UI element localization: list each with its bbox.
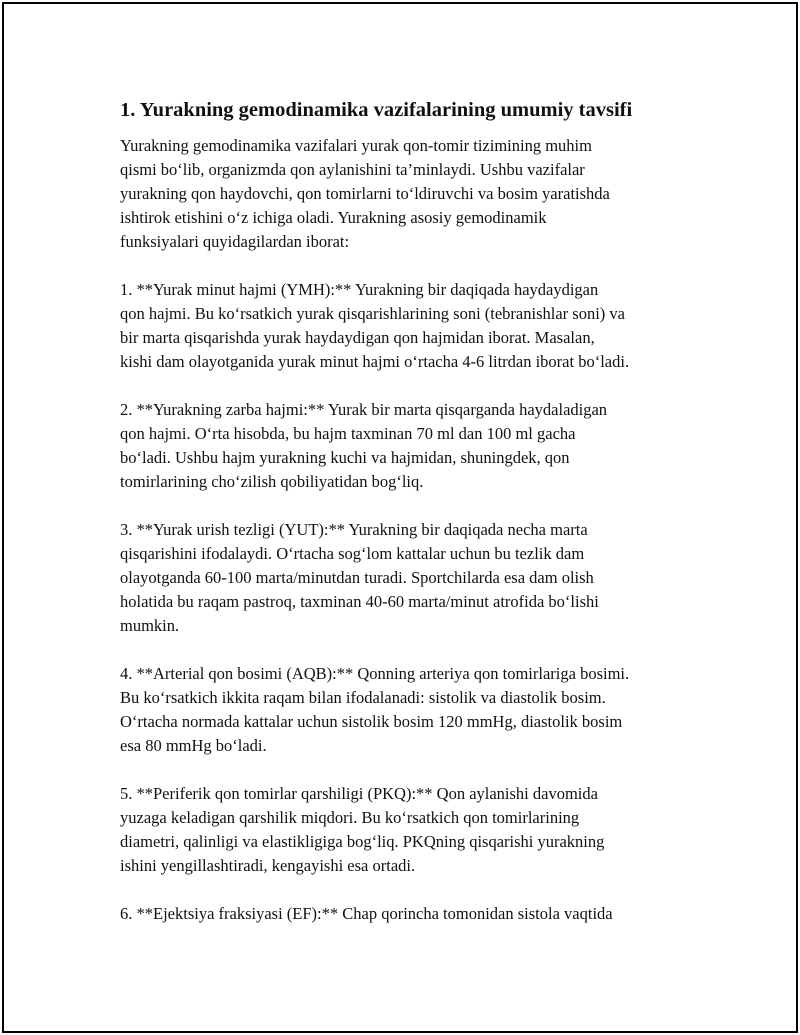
list-item-paragraph — [120, 398, 710, 494]
intro-paragraph — [120, 134, 710, 254]
text-line: 6. **Ejektsiya fraksiyasi (EF):** Chap qorincha tomonidan sistola vaqtida — [120, 904, 613, 923]
text-line: qon hajmi. O‘rta hisobda, bu hajm taxminan 70 ml dan 100 ml gacha — [120, 424, 576, 443]
text-line: 5. **Periferik qon tomirlar qarshiligi (PKQ):** Qon aylanishi davomida — [120, 784, 598, 803]
text-line: bo‘ladi. Ushbu hajm yurakning kuchi va hajmidan, shuningdek, qon — [120, 448, 570, 467]
text-line: 2. **Yurakning zarba hajmi:** Yurak bir marta qisqarganda haydaladigan — [120, 400, 608, 419]
list-item-paragraph — [120, 902, 710, 926]
document-body — [120, 96, 710, 926]
text-line: O‘rtacha normada kattalar uchun sistolik bosim 120 mmHg, diastolik bosim — [120, 712, 623, 731]
page-frame — [2, 2, 798, 1033]
list-item-paragraph — [120, 518, 710, 638]
text-line: 1. **Yurak minut hajmi (YMH):** Yurakning bir daqiqada haydaydigan — [120, 280, 599, 299]
text-line: qisqarishini ifodalaydi. O‘rtacha sog‘lom kattalar uchun bu tezlik dam — [120, 544, 585, 563]
text-line: holatida bu raqam pastroq, taxminan 40-60 marta/minut atrofida bo‘lishi — [120, 592, 599, 611]
text-line: qismi bo‘lib, organizmda qon aylanishini ta’minlaydi. Ushbu vazifalar — [120, 160, 585, 179]
text-line: diametri, qalinligi va elastikligiga bog‘liq. PKQning qisqarishi yurakning — [120, 832, 605, 851]
text-line: qon hajmi. Bu ko‘rsatkich yurak qisqarishlarining soni (tebranishlar soni) va — [120, 304, 625, 323]
text-line: bir marta qisqarishda yurak haydaydigan qon hajmidan iborat. Masalan, — [120, 328, 595, 347]
text-line: Bu ko‘rsatkich ikkita raqam bilan ifodalanadi: sistolik va diastolik bosim. — [120, 688, 606, 707]
text-line: yurakning qon haydovchi, qon tomirlarni to‘ldiruvchi va bosim yaratishda — [120, 184, 610, 203]
text-line: Yurakning gemodinamika vazifalari yurak qon-tomir tizimining muhim — [120, 136, 592, 155]
text-line: 3. **Yurak urish tezligi (YUT):** Yurakning bir daqiqada necha marta — [120, 520, 588, 539]
text-line: funksiyalari quyidagilardan iborat: — [120, 232, 350, 251]
list-item-paragraph — [120, 662, 710, 758]
text-line: ishini yengillashtiradi, kengayishi esa ortadi. — [120, 856, 416, 875]
list-item-paragraph — [120, 782, 710, 878]
text-line: ishtirok etishini o‘z ichiga oladi. Yurakning asosiy gemodinamik — [120, 208, 547, 227]
text-line: 4. **Arterial qon bosimi (AQB):** Qonning arteriya qon tomirlariga bosimi. — [120, 664, 630, 683]
text-line: mumkin. — [120, 616, 180, 635]
text-line: tomirlarining cho‘zilish qobiliyatidan bog‘liq. — [120, 472, 424, 491]
text-line: esa 80 mmHg bo‘ladi. — [120, 736, 267, 755]
document-title: 1. Yurakning gemodinamika vazifalarining umumiy tavsifi — [120, 99, 633, 121]
list-item-paragraph — [120, 278, 710, 374]
text-line: kishi dam olayotganida yurak minut hajmi o‘rtacha 4-6 litrdan iborat bo‘ladi. — [120, 352, 630, 371]
text-line: yuzaga keladigan qarshilik miqdori. Bu ko‘rsatkich qon tomirlarining — [120, 808, 580, 827]
text-line: olayotganda 60-100 marta/minutdan turadi. Sportchilarda esa dam olish — [120, 568, 594, 587]
